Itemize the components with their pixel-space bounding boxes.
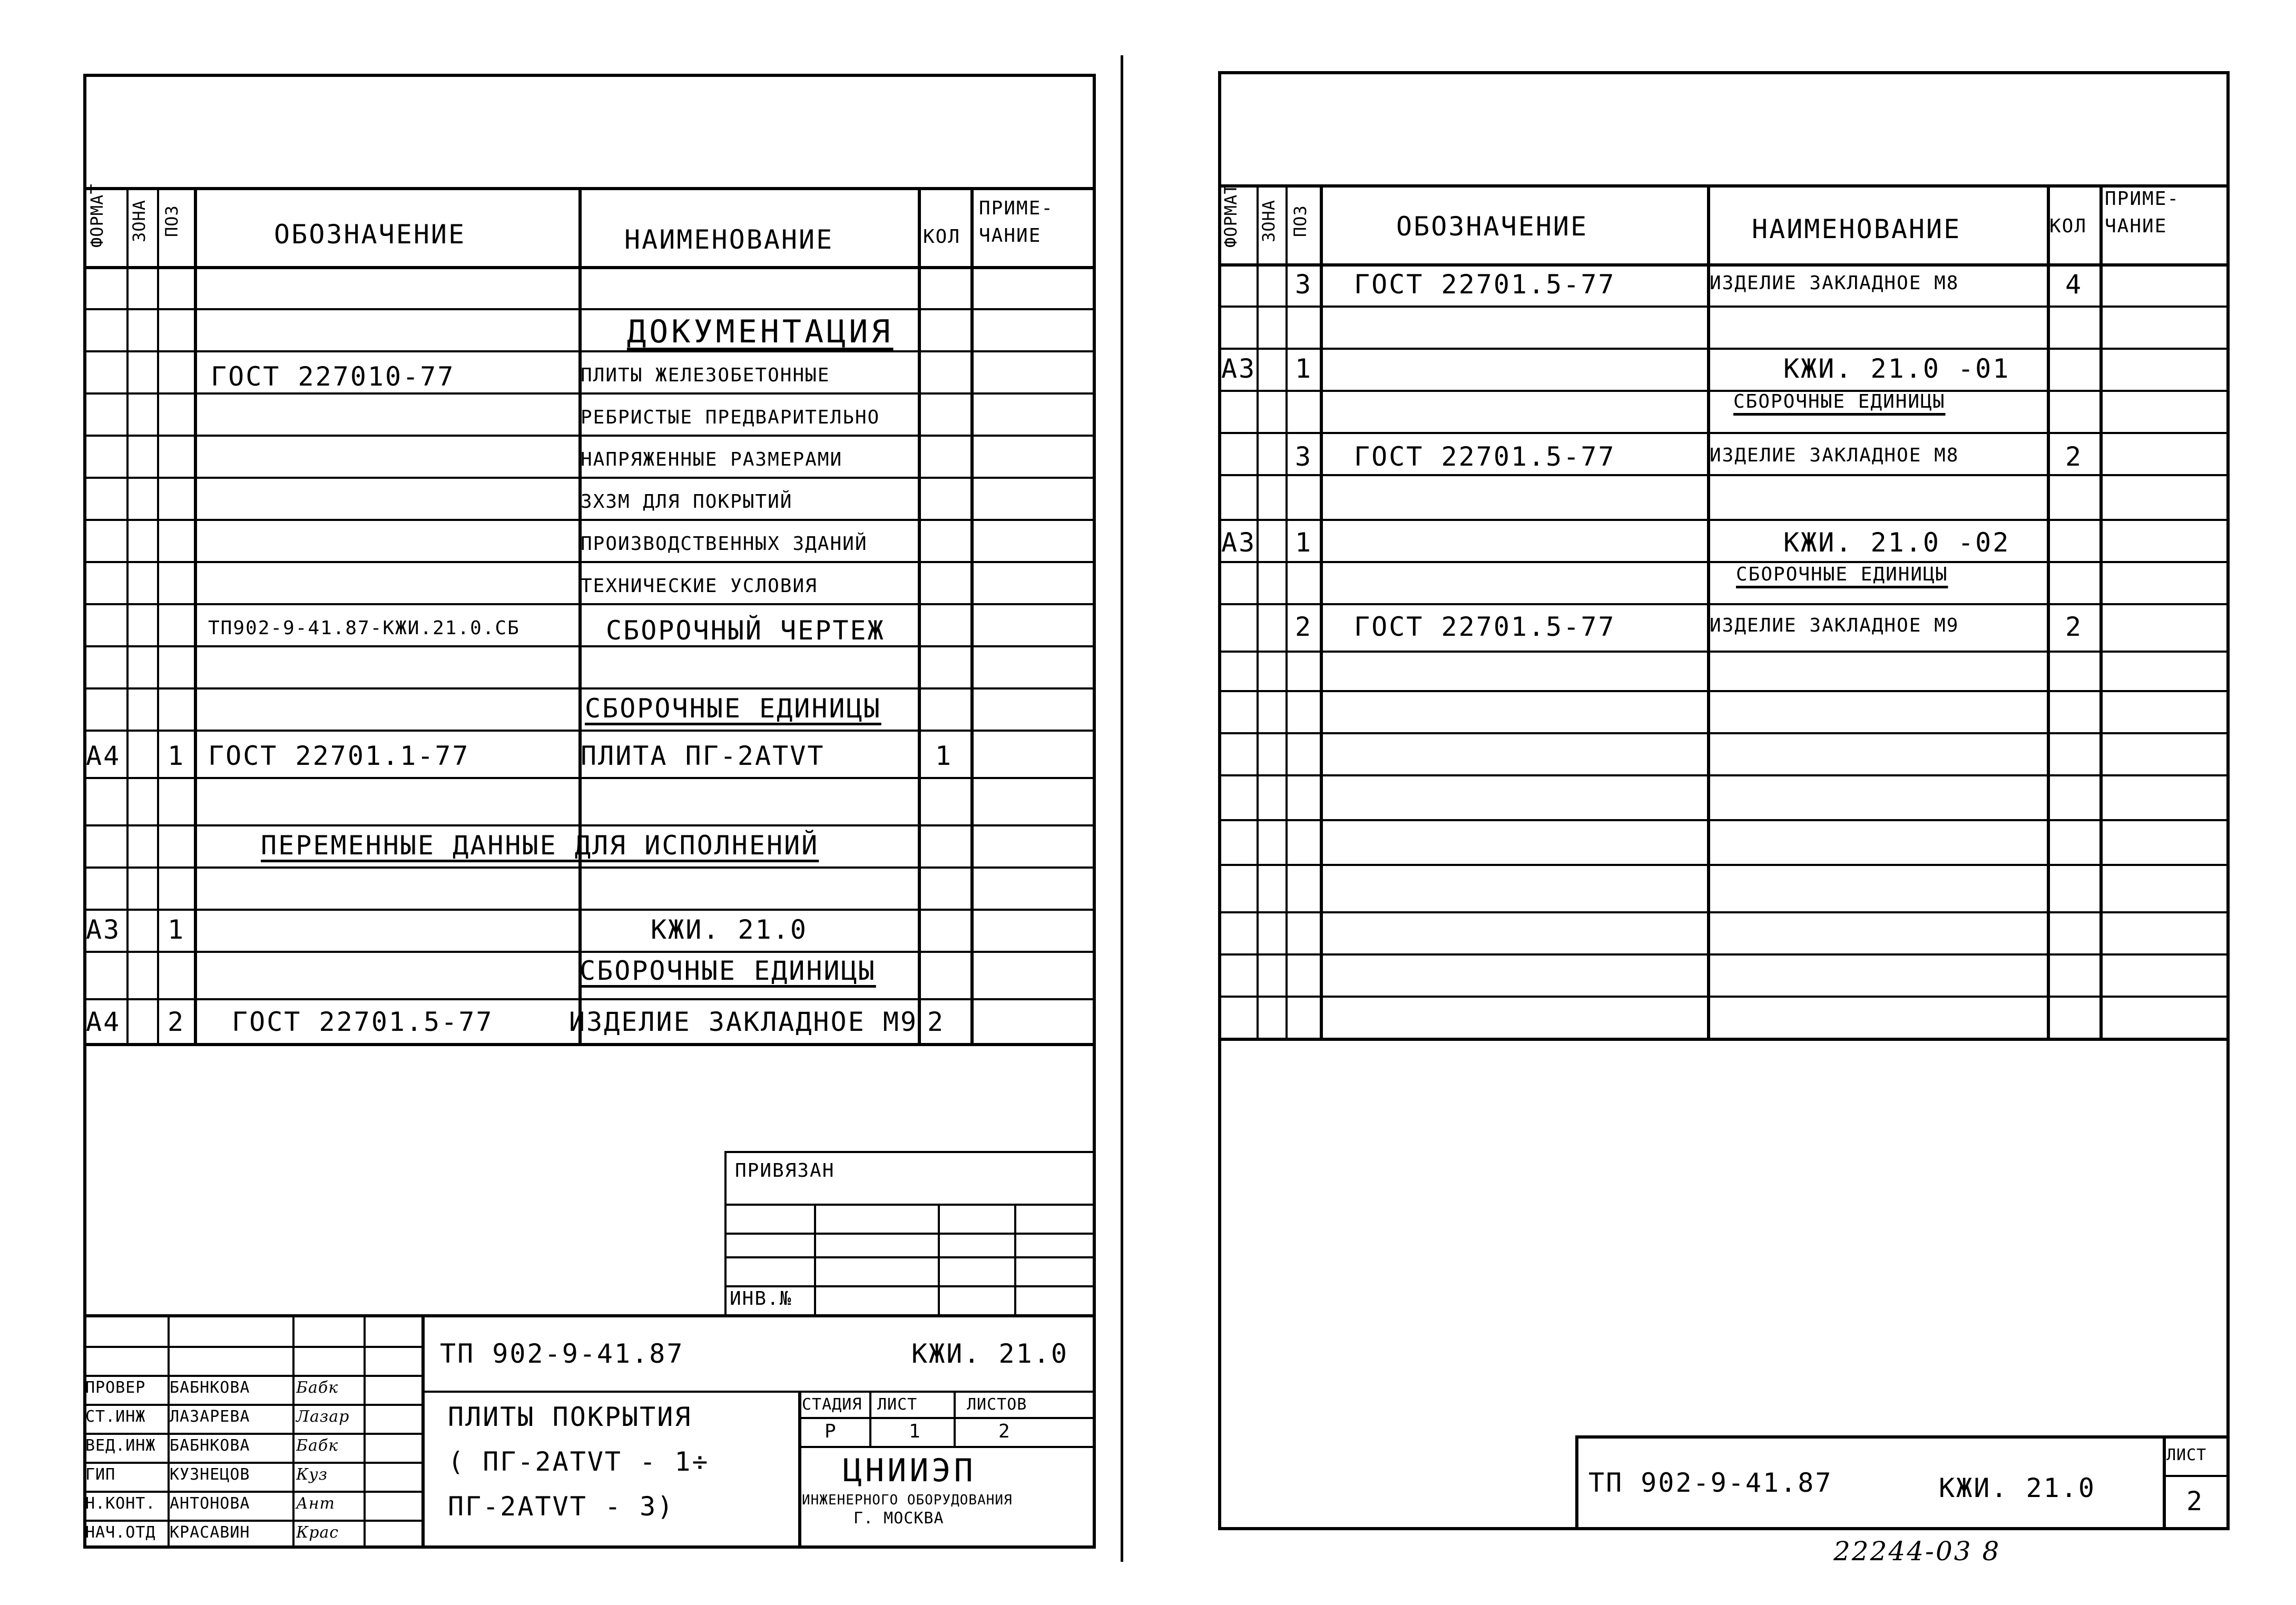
right-col-header-name: НАИМЕНОВАНИЕ [1752,214,1961,244]
row-a4-pos: 1 [168,741,185,771]
col-header-name: НАИМЕНОВАНИЕ [624,224,834,255]
row-a3-name: КЖИ. 21.0 [651,914,808,945]
assembly-units-heading-2: СБОРОЧНЫЕ ЕДИНИЦЫ [580,956,876,986]
right-row-1-name: ИЗДЕЛИЕ ЗАКЛАДНОЕ М8 [1710,272,1959,294]
right-row-1-qty: 4 [2065,269,2083,300]
gost-doc-designation: ГОСТ 227010-77 [211,361,455,392]
right-stamp-code: ТП 902-9-41.87 [1588,1468,1833,1498]
right-row-6-name: СБОРОЧНЫЕ ЕДИНИЦЫ [1736,564,1948,585]
stamp-title-1: ПЛИТЫ ПОКРЫТИЯ [448,1402,692,1432]
stamp-title-3: ПГ-2АТVТ - 3) [448,1491,675,1522]
stamp-org-sub: ИНЖЕНЕРНОГО ОБОРУДОВАНИЯ [802,1492,1013,1508]
row-a4-gost: ГОСТ 22701.1-77 [208,741,470,771]
signer-name-1: БАБНКОВА [170,1378,250,1397]
right-col-header-zone: ЗОНА [1259,199,1279,242]
stamp-city: Г. МОСКВА [853,1509,944,1528]
col-header-zone: ЗОНА [129,199,149,242]
row-a3-pos: 1 [168,914,185,945]
tp-designation: ТП902-9-41.87-КЖИ.21.0.СБ [208,617,520,639]
signer-role-2: СТ.ИНЖ [85,1407,146,1426]
signer-role-5: Н.КОНТ. [85,1494,156,1513]
row-a4-name: ПЛИТА ПГ-2АТVТ [581,741,825,771]
right-row-4-designation: ГОСТ 22701.5-77 [1354,441,1616,472]
signer-name-4: КУЗНЕЦОВ [170,1465,250,1484]
stamp-sheet: 1 [909,1421,921,1442]
col-header-format: ФОРМАТ [87,183,107,248]
row-last-pos: 2 [168,1007,185,1037]
stamp-sheet-label: ЛИСТ [877,1395,918,1414]
right-row-7-pos: 2 [1295,612,1313,642]
signer-role-1: ПРОВЕР [85,1378,146,1397]
row-last-name: ИЗДЕЛИЕ ЗАКЛАДНОЕ М9 [569,1007,918,1037]
stamp-org: ЦНИИЭП [843,1452,976,1489]
right-row-3-name: СБОРОЧНЫЕ ЕДИНИЦЫ [1733,391,1946,412]
assembly-drawing: СБОРОЧНЫЙ ЧЕРТЕЖ [606,615,885,646]
inv-no-label: ИНВ.№ [730,1288,792,1309]
right-col-header-designation: ОБОЗНАЧЕНИЕ [1396,211,1588,242]
doc-name-line-1: ПЛИТЫ ЖЕЛЕЗОБЕТОННЫЕ [581,365,830,386]
right-row-2-name: КЖИ. 21.0 -01 [1783,353,2010,384]
right-col-header-pos: ПОЗ [1290,205,1310,237]
doc-name-line-4: 3X3М ДЛЯ ПОКРЫТИЙ [581,491,793,513]
signer-sign-1: Бабк [296,1378,339,1397]
col-header-designation: ОБОЗНАЧЕНИЕ [274,219,466,250]
col-header-note-1: ПРИМЕ- [979,198,1054,219]
stamp-code: ТП 902-9-41.87 [440,1338,684,1369]
signer-name-6: КРАСАВИН [170,1523,250,1542]
right-row-4-name: ИЗДЕЛИЕ ЗАКЛАДНОЕ М8 [1710,445,1959,466]
assembly-units-heading-1: СБОРОЧНЫЕ ЕДИНИЦЫ [585,693,881,724]
right-row-7-name: ИЗДЕЛИЕ ЗАКЛАДНОЕ М9 [1710,615,1959,636]
stamp-sheets-label: ЛИСТОВ [967,1395,1027,1414]
stamp-doc: КЖИ. 21.0 [911,1338,1068,1369]
doc-name-line-6: ТЕХНИЧЕСКИЕ УСЛОВИЯ [581,575,818,597]
right-stamp-sheet: 2 [2186,1486,2204,1517]
right-row-5-format: А3 [1221,527,1257,558]
right-row-7-qty: 2 [2065,612,2083,642]
right-row-4-pos: 3 [1295,441,1313,472]
stamp-stage: Р [825,1421,837,1442]
variable-data-heading: ПЕРЕМЕННЫЕ ДАННЫЕ ДЛЯ ИСПОЛНЕНИЙ [261,830,819,861]
signer-name-3: БАБНКОВА [170,1436,250,1455]
right-row-1-designation: ГОСТ 22701.5-77 [1354,269,1616,300]
signer-role-4: ГИП [85,1465,116,1484]
signer-sign-4: Куз [296,1465,328,1484]
right-col-header-note-2: ЧАНИЕ [2105,215,2167,237]
col-header-pos: ПОЗ [162,205,182,237]
archive-number: 22244-03 8 [1833,1536,2001,1567]
row-last-format: А4 [86,1007,121,1037]
signer-sign-3: Бабк [296,1436,339,1455]
signer-sign-2: Лазар [296,1407,350,1426]
section-documentation: ДОКУМЕНТАЦИЯ [627,313,894,350]
right-row-4-qty: 2 [2065,441,2083,472]
right-stamp-doc: КЖИ. 21.0 [1939,1473,2096,1503]
doc-name-line-3: НАПРЯЖЕННЫЕ РАЗМЕРАМИ [581,449,843,470]
signer-sign-6: Крас [296,1523,339,1542]
right-row-7-designation: ГОСТ 22701.5-77 [1354,612,1616,642]
sheet-divider [1121,55,1123,1562]
row-last-qty: 2 [927,1007,945,1037]
right-col-header-qty: КОЛ [2049,215,2087,237]
row-a3-format: А3 [86,914,121,945]
right-row-2-format: А3 [1221,353,1257,384]
right-row-1-pos: 3 [1295,269,1313,300]
signer-name-2: ЛАЗАРЕВА [170,1407,250,1426]
doc-name-line-2: РЕБРИСТЫЕ ПРЕДВАРИТЕЛЬНО [581,407,880,428]
right-col-header-note-1: ПРИМЕ- [2105,188,2180,210]
right-col-header-format: ФОРМАТ [1221,183,1241,248]
stamp-title-2: ( ПГ-2АТVТ - 1÷ [448,1446,710,1477]
right-row-5-name: КЖИ. 21.0 -02 [1783,527,2010,558]
col-header-note-2: ЧАНИЕ [979,225,1042,247]
right-stamp-sheet-label: ЛИСТ [2166,1446,2207,1464]
doc-name-line-5: ПРОИЗВОДСТВЕННЫХ ЗДАНИЙ [581,533,868,555]
row-a4-qty: 1 [935,741,953,771]
signer-name-5: АНТОНОВА [170,1494,250,1513]
signer-sign-5: Ант [296,1494,335,1513]
right-row-2-pos: 1 [1295,353,1313,384]
stamp-stage-label: СТАДИЯ [802,1395,862,1414]
stamp-sheets: 2 [998,1421,1011,1442]
signer-role-6: НАЧ.ОТД [85,1523,156,1542]
right-row-5-pos: 1 [1295,527,1313,558]
col-header-qty: КОЛ [923,226,961,248]
row-a4-format: А4 [86,741,121,771]
signer-role-3: ВЕД.ИНЖ [85,1436,156,1455]
privyazan-label: ПРИВЯЗАН [735,1160,835,1181]
row-last-gost: ГОСТ 22701.5-77 [232,1007,494,1037]
